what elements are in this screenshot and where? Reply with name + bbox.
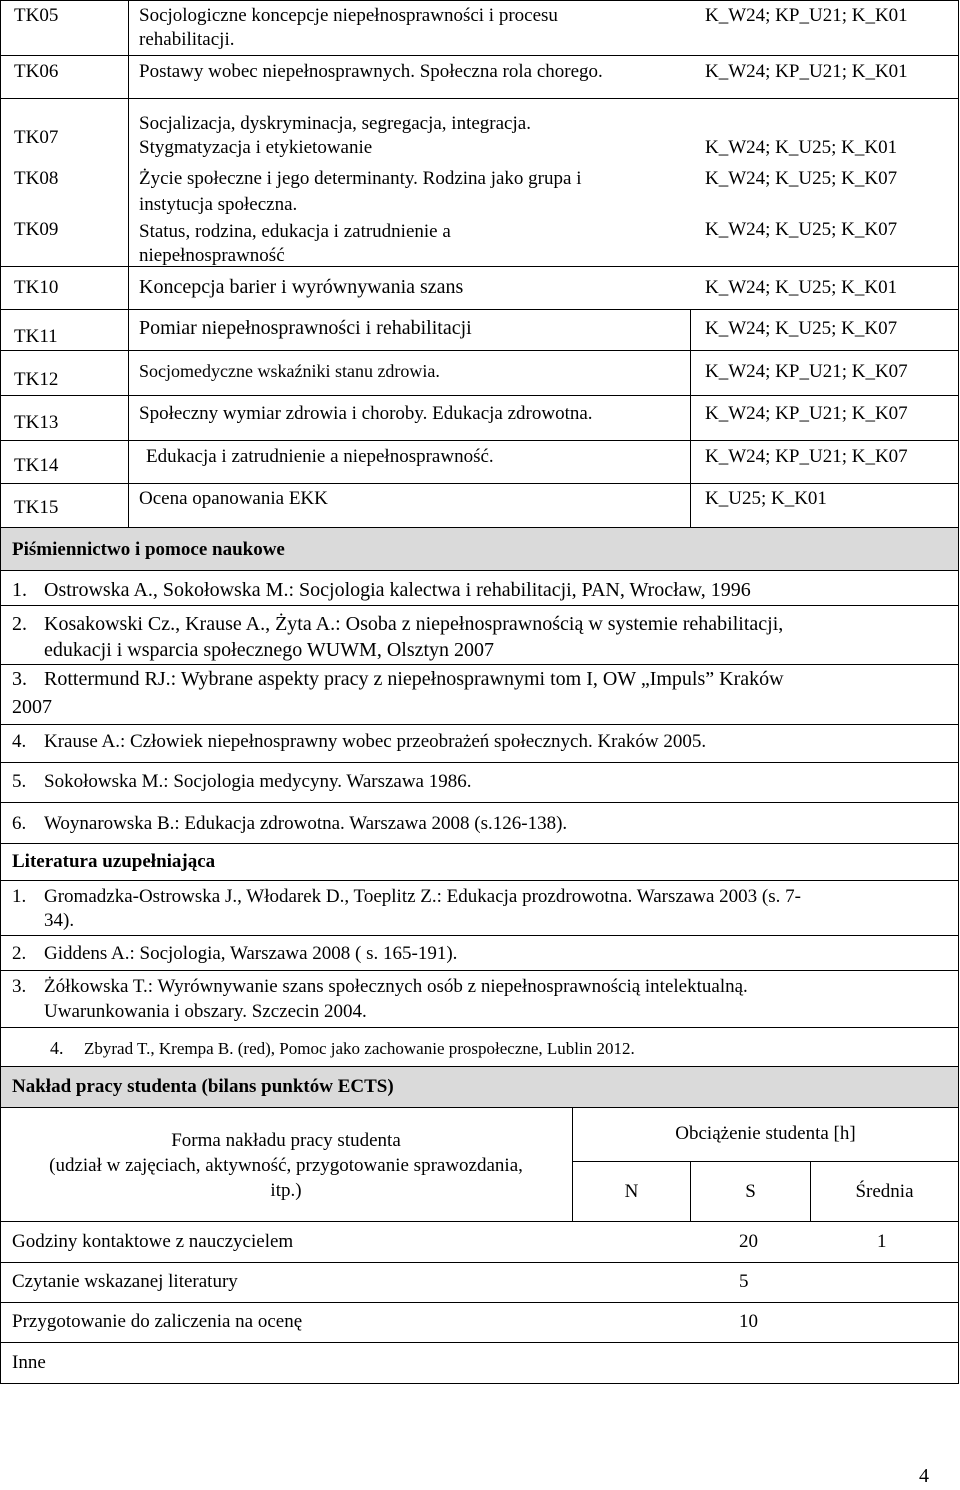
topic-title: Stygmatyzacja i etykietowanie xyxy=(139,137,373,158)
column-average-header: Średnia xyxy=(855,1181,914,1202)
topic-title: niepełnosprawność xyxy=(139,245,285,266)
topic-code: TK06 xyxy=(14,61,59,82)
topic-title: instytucja społeczna. xyxy=(139,194,298,215)
topic-outcomes: K_W24; K_U25; K_K07 xyxy=(705,219,898,240)
topic-outcomes: K_W24; K_U25; K_K01 xyxy=(705,137,898,158)
topic-title: Socjomedyczne wskaźniki stanu zdrowia. xyxy=(139,361,440,381)
topic-code: TK12 xyxy=(14,369,59,390)
topic-title: Postawy wobec niepełnosprawnych. Społeczna rola chorego. xyxy=(139,61,603,82)
topic-code: TK11 xyxy=(14,326,58,347)
topic-outcomes: K_W24; KP_U21; K_K07 xyxy=(705,361,908,382)
topic-code: TK08 xyxy=(14,168,59,189)
topic-outcomes: K_W24; K_U25; K_K07 xyxy=(705,168,898,189)
topic-code: TK10 xyxy=(14,277,59,298)
topic-title: Społeczny wymiar zdrowia i choroby. Edukacja zdrowotna. xyxy=(139,403,593,424)
workload-row-s: 1 xyxy=(877,1231,887,1252)
topic-outcomes: K_W24; K_U25; K_K01 xyxy=(705,277,898,298)
topic-code: TK14 xyxy=(14,455,59,476)
topic-code: TK07 xyxy=(14,127,59,148)
supplementary-heading: Literatura uzupełniająca xyxy=(12,851,216,872)
workload-row-label: Przygotowanie do zaliczenia na ocenę xyxy=(12,1311,303,1332)
topic-title: Socjologiczne koncepcje niepełnosprawności i procesu xyxy=(139,5,558,26)
workload-row-n: 10 xyxy=(739,1311,758,1332)
topic-outcomes: K_W24; KP_U21; K_K07 xyxy=(705,446,908,467)
topic-title: Pomiar niepełnosprawności i rehabilitacji xyxy=(139,317,472,339)
workload-row-n: 5 xyxy=(739,1271,749,1292)
topic-title: Status, rodzina, edukacja i zatrudnienie a xyxy=(139,221,451,242)
workload-form-header: Forma nakładu pracy studenta (udział w zajęciach, aktywność, przygotowanie sprawozdania, itp.) xyxy=(49,1130,523,1201)
topic-title: Życie społeczne i jego determinanty. Rodzina jako grupa i xyxy=(139,168,582,189)
column-n-header: N xyxy=(624,1181,639,1202)
workload-heading: Nakład pracy studenta (bilans punktów ECTS) xyxy=(12,1076,394,1097)
topic-code: TK05 xyxy=(14,5,59,26)
column-s-header: S xyxy=(745,1181,756,1202)
page-number: 4 xyxy=(919,1465,929,1487)
workload-row-label: Czytanie wskazanej literatury xyxy=(12,1271,238,1292)
workload-load-header: Obciążenie studenta [h] xyxy=(675,1123,856,1144)
topic-outcomes: K_W24; KP_U21; K_K01 xyxy=(705,5,908,26)
topic-code: TK15 xyxy=(14,497,59,518)
topic-title: Socjalizacja, dyskryminacja, segregacja, integracja. xyxy=(139,113,531,134)
topic-title: Koncepcja barier i wyrównywania szans xyxy=(139,276,464,298)
topic-outcomes: K_U25; K_K01 xyxy=(705,488,827,509)
topic-outcomes: K_W24; K_U25; K_K07 xyxy=(705,318,898,339)
workload-row-label: Inne xyxy=(12,1352,46,1373)
topic-title: Edukacja i zatrudnienie a niepełnosprawność. xyxy=(146,446,494,467)
topic-code: TK13 xyxy=(14,412,59,433)
literature-heading: Piśmiennictwo i pomoce naukowe xyxy=(12,539,285,560)
topic-code: TK09 xyxy=(14,219,59,240)
topic-title: rehabilitacji. xyxy=(139,29,235,50)
topic-outcomes: K_W24; KP_U21; K_K07 xyxy=(705,403,908,424)
topic-title: Ocena opanowania EKK xyxy=(139,488,328,509)
topic-outcomes: K_W24; KP_U21; K_K01 xyxy=(705,61,908,82)
workload-row-label: Godziny kontaktowe z nauczycielem xyxy=(12,1231,294,1252)
workload-row-n: 20 xyxy=(739,1231,758,1252)
